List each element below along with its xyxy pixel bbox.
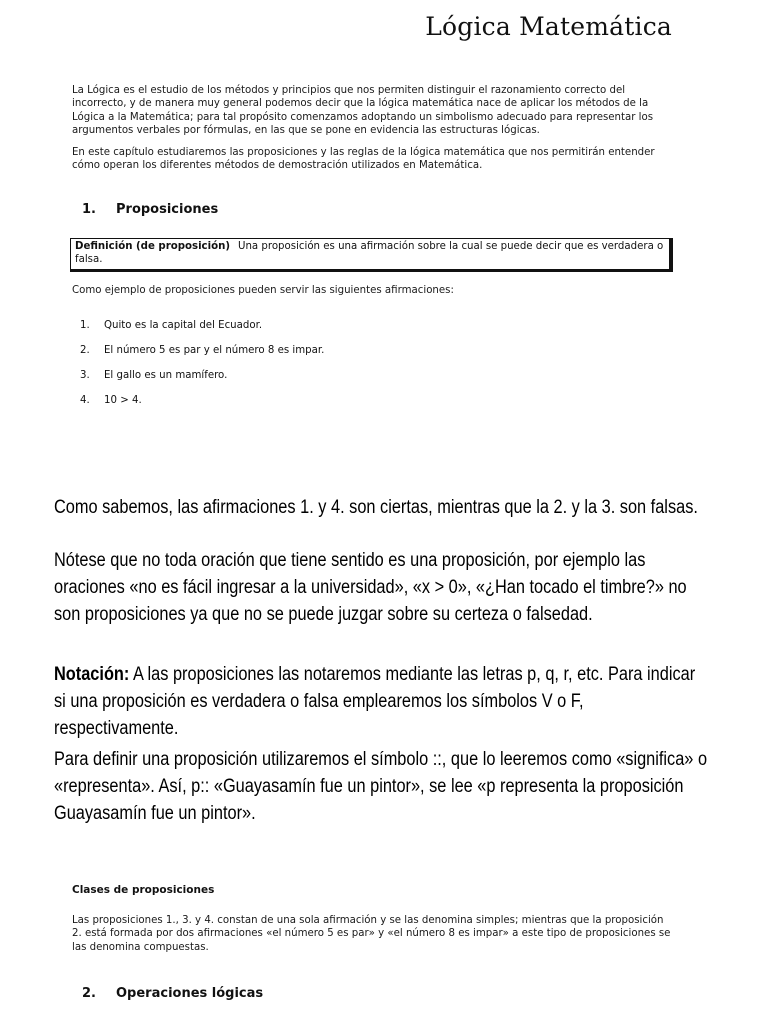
list-item (80, 370, 227, 381)
notation-label: Notación: (54, 664, 130, 685)
subsection-heading: Clases de proposiciones (72, 884, 215, 896)
clases-paragraph: Las proposiciones 1., 3. y 4. constan de una sola afirmación y se las denomina simples; mientras que la proposición 2. está formada por dos afirmaciones «el número 5 es par» y «el número 8 es impar» a este tipo de proposiciones se las denomina compuestas. (72, 915, 671, 953)
section-number: 1. (82, 202, 96, 217)
notation-text: A las proposiciones las notaremos mediante las letras p, q, r, etc. Para indicar si una proposición es verdadera o falsa emplearemos los símbolos V o F, respectivamente. (54, 664, 696, 739)
section-title: Proposiciones (116, 202, 219, 217)
list-number: 4. (80, 395, 90, 406)
definition-box (70, 238, 673, 272)
section-heading-2 (82, 986, 263, 1001)
intro-paragraph-2: En este capítulo estudiaremos las proposiciones y las reglas de la lógica matemática que nos permitirán entender cómo operan los diferentes métodos de demostración utilizados en Matemática. (72, 147, 655, 172)
notation-paragraph (54, 661, 708, 742)
list-item (80, 345, 324, 356)
list-number: 1. (80, 320, 90, 331)
list-text: El número 5 es par y el número 8 es impar. (104, 345, 325, 356)
list-item (80, 320, 262, 331)
page-title: Lógica Matemática (425, 12, 672, 41)
section-title: Operaciones lógicas (116, 986, 264, 1001)
list-number: 2. (80, 345, 90, 356)
large-paragraph-1: Como sabemos, las afirmaciones 1. y 4. son ciertas, mientras que la 2. y la 3. son falsas. (54, 497, 698, 518)
large-paragraph-4: Para definir una proposición utilizaremos el símbolo ::, que lo leeremos como «significa» o «representa». Así, p:: «Guayasamín fue un pintor», se lee «p representa la proposición Guayasamín fue un pintor». (54, 749, 708, 824)
section-heading-1 (82, 202, 218, 217)
list-text: 10 > 4. (104, 395, 142, 406)
list-item (80, 395, 142, 406)
list-text: El gallo es un mamífero. (104, 370, 228, 381)
list-text: Quito es la capital del Ecuador. (104, 320, 263, 331)
large-paragraph-2: Nótese que no toda oración que tiene sentido es una proposición, por ejemplo las oraciones «no es fácil ingresar a la universidad», «x > 0», «¿Han tocado el timbre?» no son proposiciones ya que no se puede juzgar sobre su certeza o falsedad. (54, 550, 687, 625)
definition-text: Una proposición es una afirmación sobre la cual se puede decir que es verdadera o falsa. (75, 241, 664, 265)
definition-label: Definición (de proposición) (75, 241, 230, 252)
example-intro: Como ejemplo de proposiciones pueden servir las siguientes afirmaciones: (72, 285, 454, 296)
list-number: 3. (80, 370, 90, 381)
intro-paragraph-1: La Lógica es el estudio de los métodos y principios que nos permiten distinguir el razonamiento correcto del incorrecto, y de manera muy general podemos decir que la lógica matemática nace de aplicar los métodos de la Lógica a la Matemática; para tal propósito comenzamos adoptando un simbolismo adecuado para representar los argumentos verbales por fórmulas, en las que se pone en evidencia las estructuras lógicas. (72, 85, 654, 137)
section-number: 2. (82, 986, 96, 1001)
